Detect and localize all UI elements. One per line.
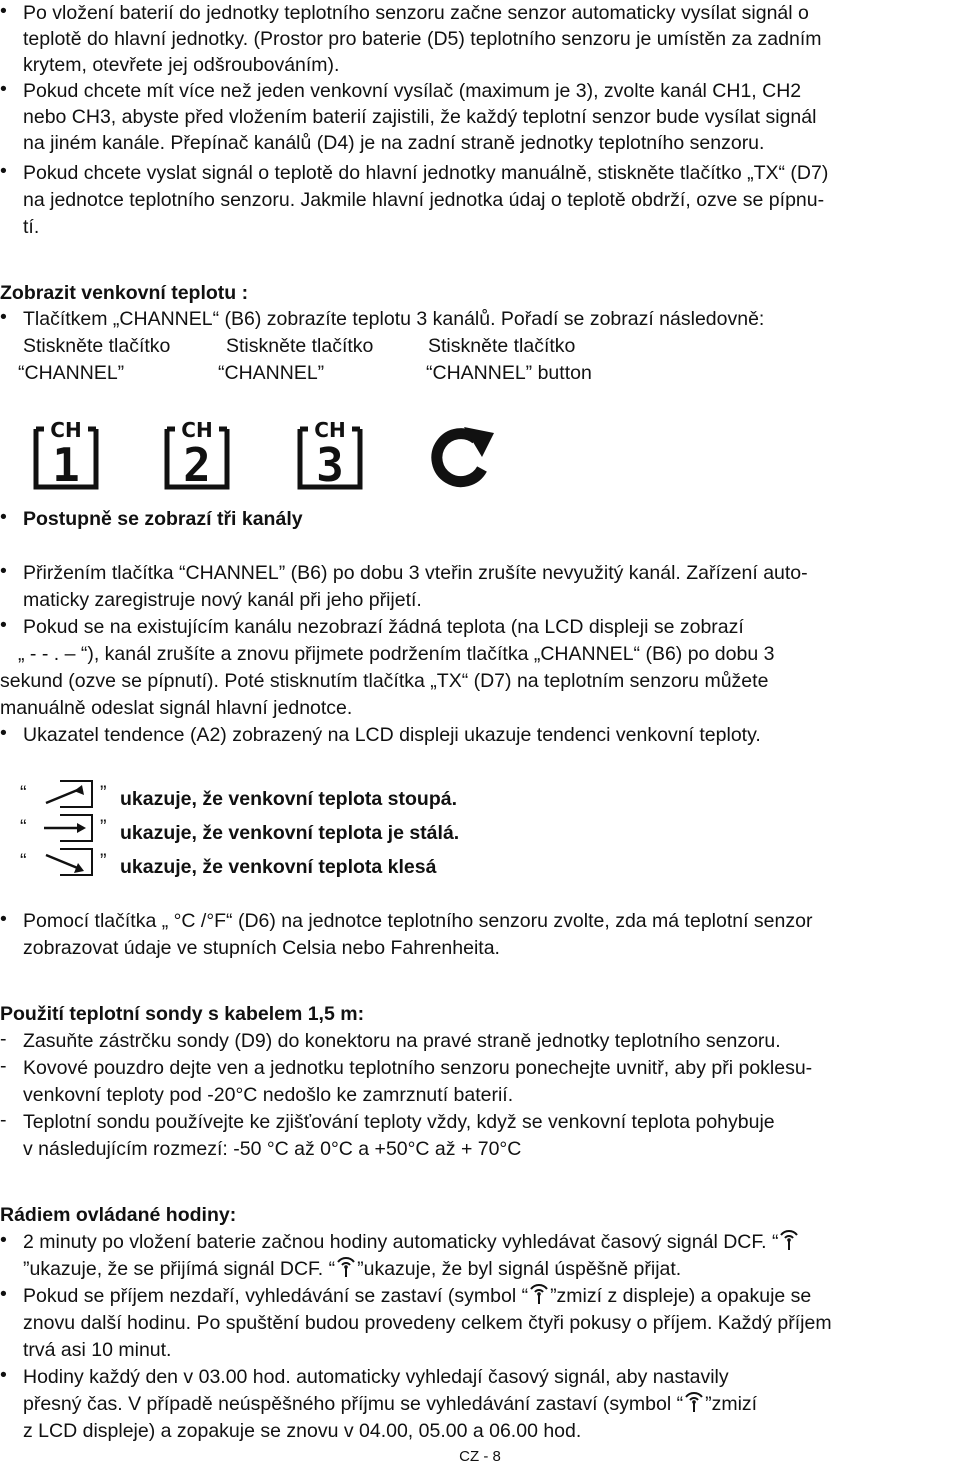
section-heading-radio: Rádiem ovládané hodiny: xyxy=(0,1204,237,1226)
antenna-signal-icon xyxy=(683,1391,705,1413)
text-line: přesný čas. V případě neúspěšného příjmu se vyhledávání zastaví (symbol “ ”zmizí xyxy=(23,1393,758,1415)
text-line: z LCD displeje) a zopakuje se znovu v 04.00, 05.00 a 06.00 hod. xyxy=(23,1420,582,1442)
channel-label-2: “CHANNEL” xyxy=(218,362,325,384)
channel-label-3: “CHANNEL” button xyxy=(426,362,592,384)
press-label-2: Stiskněte tlačítko xyxy=(226,335,374,357)
channel-2-icon xyxy=(163,415,231,491)
text-line: Zasuňte zástrčku sondy (D9) do konektoru na pravé straně jednotky teplotního senzoru. xyxy=(23,1030,781,1052)
text-line: „ - - . – “), kanál zrušíte a znovu přijmete podržením tlačítka „CHANNEL“ (B6) po dobu 3 xyxy=(18,643,775,665)
channel-3-icon xyxy=(296,415,364,491)
text-line: na jednotce teplotního senzoru. Jakmile hlavní jednotka údaj o teplotě obdrží, ozve se pípnu- xyxy=(23,189,825,211)
text-line: tí. xyxy=(23,216,40,238)
text-line: manuálně odeslat signál hlavní jednotce. xyxy=(0,697,353,719)
text-line: sekund (ozve se pípnutí). Poté stisknutím tlačítka „TX“ (D7) na teplotním senzoru můžete xyxy=(0,670,769,692)
text-line: Pokud se na existujícím kanálu nezobrazí žádná teplota (na LCD displeji se zobrazí xyxy=(23,616,744,638)
text-line: Po vložení baterií do jednotky teplotního senzoru začne senzor automaticky vysílat signál o xyxy=(23,2,809,24)
trend-steady-text: ukazuje, že venkovní teplota je stálá. xyxy=(120,822,460,844)
text-line: zobrazovat údaje ve stupních Celsia nebo Fahrenheita. xyxy=(23,937,500,959)
trend-rising-text: ukazuje, že venkovní teplota stoupá. xyxy=(120,788,457,810)
press-label-3: Stiskněte tlačítko xyxy=(428,335,576,357)
text-line: Teplotní sondu používejte ke zjišťování teploty vždy, když se venkovní teplota pohybuje xyxy=(23,1111,775,1133)
text-line: venkovní teploty pod -20°C nedošlo ke zamrznutí baterií. xyxy=(23,1084,514,1106)
trend-falling-icon xyxy=(42,847,94,877)
section-heading-outdoor: Zobrazit venkovní teplotu : xyxy=(0,282,249,304)
antenna-signal-icon xyxy=(528,1283,550,1305)
trend-falling-text: ukazuje, že venkovní teplota klesá xyxy=(120,856,437,878)
text-line: znovu další hodinu. Po spuštění budou provedeny celkem čtyři pokusy o příjem. Každý příjem xyxy=(23,1312,832,1334)
ch-digit: 2 xyxy=(183,438,211,491)
text-line: krytem, otevřete jej odšroubováním). xyxy=(23,54,340,76)
text-line: v následujícím rozmezí: -50 °C až 0°C a +50°C až + 70°C xyxy=(23,1138,522,1160)
text-line: Hodiny každý den v 03.00 hod. automaticky vyhledají časový signál, aby nastavily xyxy=(23,1366,729,1388)
channel-1-icon xyxy=(32,415,100,491)
ch-label: CH xyxy=(314,418,346,442)
section-heading-probe: Použití teplotní sondy s kabelem 1,5 m: xyxy=(0,1003,365,1025)
channel-icons xyxy=(0,415,520,495)
page-number: CZ - 8 xyxy=(459,1448,501,1465)
ch-label: CH xyxy=(50,418,82,442)
text-line: na jiném kanále. Přepínač kanálů (D4) je na zadní straně jednotky teplotního senzoru. xyxy=(23,132,765,154)
channel-label-1: “CHANNEL” xyxy=(18,362,125,384)
ch-digit: 1 xyxy=(52,438,80,491)
trend-steady-icon xyxy=(42,813,94,843)
text-line: nebo CH3, abyste před vložením baterií zajistili, že každý teplotní senzor bude vysílat signál xyxy=(23,106,817,128)
bullet: • xyxy=(0,0,7,22)
trend-rising-icon xyxy=(42,779,94,809)
ch-label: CH xyxy=(181,418,213,442)
text-line: Pokud chcete vyslat signál o teplotě do hlavní jednotky manuálně, stiskněte tlačítko „TX“ (D7) xyxy=(23,162,829,184)
text-line: 2 minuty po vložení baterie začnou hodiny automaticky vyhledávat časový signál DCF. “ xyxy=(23,1229,800,1255)
text-line: Pokud chcete mít více než jeden venkovní vysílač (maximum je 3), zvolte kanál CH1, CH2 xyxy=(23,80,802,102)
text-line: teplotě do hlavní jednotky. (Prostor pro baterie (D5) teplotního senzoru je umístěn za zadním xyxy=(23,28,822,50)
text-line: Tlačítkem „CHANNEL“ (B6) zobrazíte teplotu 3 kanálů. Pořadí se zobrazí následovně: xyxy=(23,308,765,330)
press-label-1: Stiskněte tlačítko xyxy=(23,335,171,357)
ch-digit: 3 xyxy=(316,438,344,491)
antenna-signal-icon xyxy=(778,1229,800,1251)
text-line: Pomocí tlačítka „ °C /°F“ (D6) na jednotce teplotního senzoru zvolte, zda má teplotní senzor xyxy=(23,910,813,932)
cycle-arrow-icon xyxy=(424,425,500,491)
text-line: Ukazatel tendence (A2) zobrazený na LCD displeji ukazuje tendenci venkovní teploty. xyxy=(23,724,761,746)
sequence-note: Postupně se zobrazí tři kanály xyxy=(23,508,303,530)
text-line: maticky zaregistruje nový kanál při jeho přijetí. xyxy=(23,589,422,611)
text-line: Kovové pouzdro dejte ven a jednotku teplotního senzoru ponechejte uvnitř, aby při poklesu- xyxy=(23,1057,813,1079)
text-line: ”ukazuje, že se přijímá signál DCF. “ ”ukazuje, že byl signál úspěšně přijat. xyxy=(23,1258,682,1280)
text-line: Pokud se příjem nezdaří, vyhledávání se zastaví (symbol “ ”zmizí z displeje) a opakuje se xyxy=(23,1285,812,1307)
text-line: Přiržením tlačítka “CHANNEL” (B6) po dobu 3 vteřin zrušíte nevyužitý kanál. Zařízení auto- xyxy=(23,562,808,584)
antenna-signal-icon xyxy=(335,1256,357,1278)
text-line: trvá asi 10 minut. xyxy=(23,1339,172,1361)
